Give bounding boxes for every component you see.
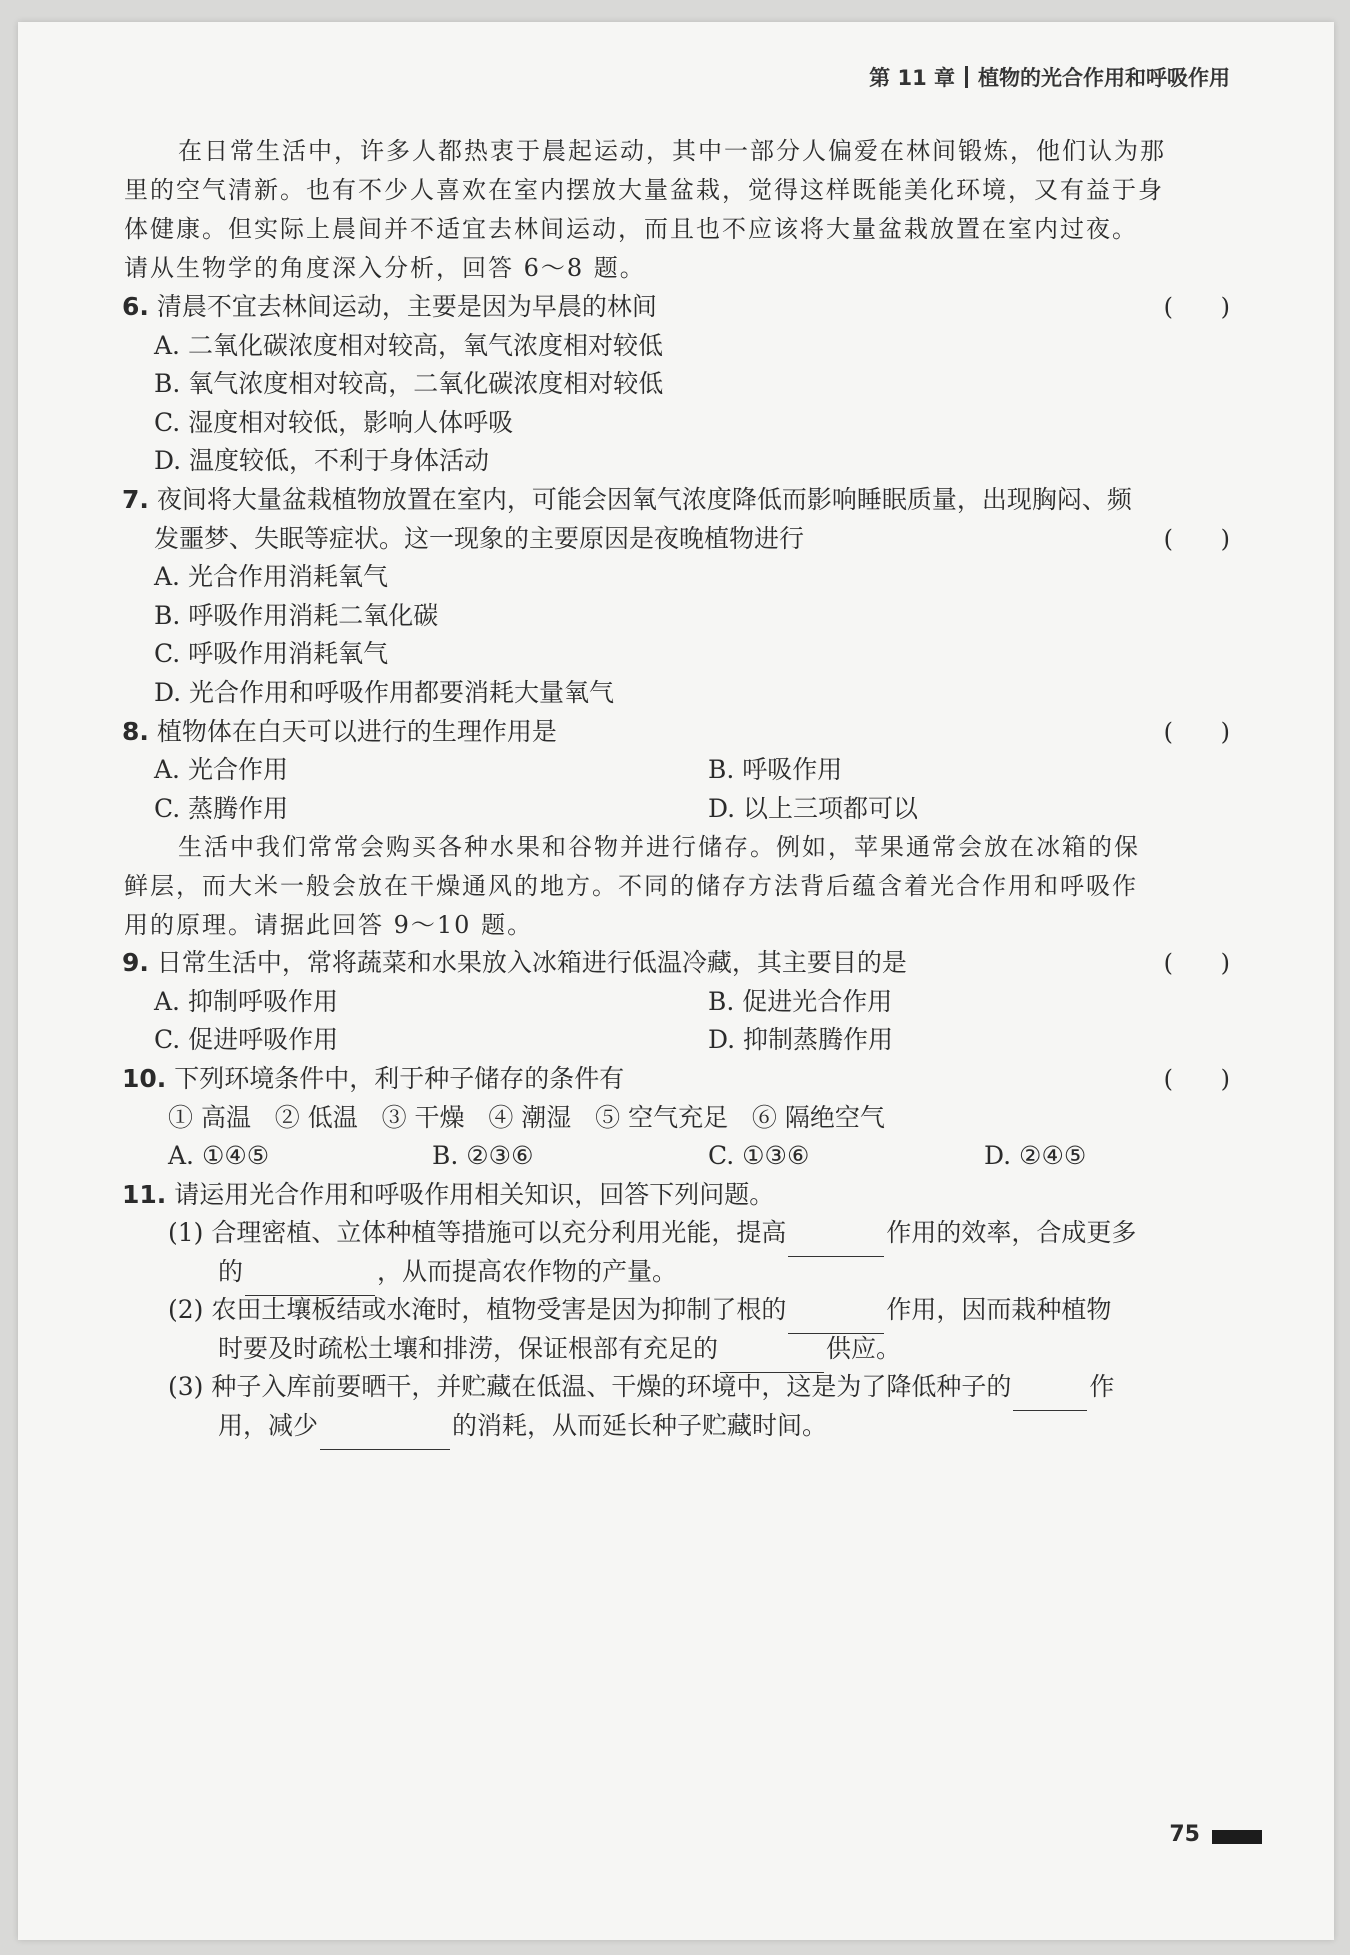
answer-blank[interactable] (788, 1226, 884, 1257)
question-number: 6. (122, 292, 149, 321)
question-stem: 植物体在白天可以进行的生理作用是 (156, 717, 557, 746)
sub-question-3-line2 (218, 1402, 827, 1450)
option-c: C. 湿度相对较低，影响人体呼吸 (154, 408, 514, 437)
sub-question-text: (1) 合理密植、立体种植等措施可以充分利用光能，提高 (168, 1218, 787, 1247)
question-number: 8. (122, 717, 149, 746)
question-stem: 请运用光合作用和呼吸作用相关知识，回答下列问题。 (174, 1180, 775, 1209)
option-d: D. 以上三项都可以 (708, 794, 919, 823)
option-d: D. 光合作用和呼吸作用都要消耗大量氧气 (154, 678, 615, 707)
answer-blank[interactable] (320, 1419, 450, 1450)
sub-question-text: 作用，因而栽种植物 (886, 1295, 1112, 1324)
option-a: A. 光合作用消耗氧气 (154, 562, 388, 591)
sub-question-text: 的消耗，从而延长种子贮藏时间。 (452, 1411, 828, 1440)
question-stem-line1: 夜间将大量盆栽植物放置在室内，可能会因氧气浓度降低而影响睡眠质量，出现胸闷、频 (156, 485, 1132, 514)
header-divider (965, 66, 968, 88)
chapter-title: 植物的光合作用和呼吸作用 (978, 66, 1230, 90)
sub-question-text: 的 (218, 1257, 244, 1286)
question-number: 9. (122, 948, 149, 977)
answer-blank[interactable] (1013, 1380, 1087, 1411)
page-number-bar (1212, 1830, 1262, 1844)
chapter-number: 第 11 章 (869, 66, 955, 90)
question-number: 10. (122, 1064, 167, 1093)
sub-question-text: 作 (1089, 1372, 1115, 1401)
option-b: B. 呼吸作用 (708, 755, 843, 784)
answer-bracket: ( ) (1163, 1065, 1230, 1093)
answer-bracket: ( ) (1163, 293, 1230, 321)
option-c: C. 蒸腾作用 (154, 794, 289, 823)
answer-bracket: ( ) (1163, 949, 1230, 977)
question-stem-line2: 发噩梦、失眠等症状。这一现象的主要原因是夜晚植物进行 (154, 524, 805, 553)
chapter-header (869, 62, 1230, 92)
sub-question-text: 时要及时疏松土壤和排涝，保证根部有充足的 (218, 1334, 719, 1363)
question-number: 7. (122, 485, 149, 514)
intro2-line3: 用的原理。请据此回答 9～10 题。 (124, 911, 534, 939)
answer-bracket: ( ) (1163, 525, 1230, 553)
answer-bracket: ( ) (1163, 718, 1230, 746)
intro2-line2: 鲜层，而大米一般会放在干燥通风的地方。不同的储存方法背后蕴含着光合作用和呼吸作 (124, 872, 1138, 900)
question-stem: 日常生活中，常将蔬菜和水果放入冰箱进行低温冷藏，其主要目的是 (156, 948, 907, 977)
option-a: A. 抑制呼吸作用 (154, 987, 338, 1016)
intro2-line1: 生活中我们常常会购买各种水果和谷物并进行储存。例如，苹果通常会放在冰箱的保 (178, 833, 1140, 861)
question-stem: 清晨不宜去林间运动，主要是因为早晨的林间 (156, 292, 657, 321)
sub-question-text: ，从而提高农作物的产量。 (377, 1257, 678, 1286)
question-number: 11. (122, 1180, 167, 1209)
sub-question-text: 用，减少 (218, 1411, 319, 1440)
option-b: B. 氧气浓度相对较高，二氧化碳浓度相对较低 (154, 369, 664, 398)
sub-question-text: (3) 种子入库前要晒干，并贮藏在低温、干燥的环境中，这是为了降低种子的 (168, 1372, 1012, 1401)
option-c: C. ①③⑥ (708, 1141, 810, 1170)
option-a: A. 光合作用 (154, 755, 288, 784)
condition-list: ① 高温 ② 低温 ③ 干燥 ④ 潮湿 ⑤ 空气充足 ⑥ 隔绝空气 (168, 1103, 885, 1132)
option-c: C. 呼吸作用消耗氧气 (154, 639, 389, 668)
sub-question-text: (2) 农田土壤板结或水淹时，植物受害是因为抑制了根的 (168, 1295, 787, 1324)
option-a: A. 二氧化碳浓度相对较高，氧气浓度相对较低 (154, 331, 663, 360)
intro1-line4: 请从生物学的角度深入分析，回答 6～8 题。 (124, 254, 646, 282)
sub-question-text: 作用的效率，合成更多 (886, 1218, 1137, 1247)
option-d: D. 温度较低，不利于身体活动 (154, 446, 490, 475)
intro1-line1: 在日常生活中，许多人都热衷于晨起运动，其中一部分人偏爱在林间锻炼，他们认为那 (178, 137, 1166, 165)
intro1-line3: 体健康。但实际上晨间并不适宜去林间运动，而且也不应该将大量盆栽放置在室内过夜。 (124, 215, 1138, 243)
intro1-line2: 里的空气清新。也有不少人喜欢在室内摆放大量盆栽，觉得这样既能美化环境，又有益于身 (124, 176, 1164, 204)
option-a: A. ①④⑤ (168, 1141, 270, 1170)
option-c: C. 促进呼吸作用 (154, 1025, 339, 1054)
option-b: B. 呼吸作用消耗二氧化碳 (154, 601, 439, 630)
option-b: B. 促进光合作用 (708, 987, 893, 1016)
question-stem: 下列环境条件中，利于种子储存的条件有 (174, 1064, 625, 1093)
page-number: 75 (1169, 1822, 1200, 1847)
option-d: D. 抑制蒸腾作用 (708, 1025, 894, 1054)
sub-question-text: 供应。 (826, 1334, 902, 1363)
option-d: D. ②④⑤ (984, 1141, 1087, 1170)
option-b: B. ②③⑥ (432, 1141, 534, 1170)
